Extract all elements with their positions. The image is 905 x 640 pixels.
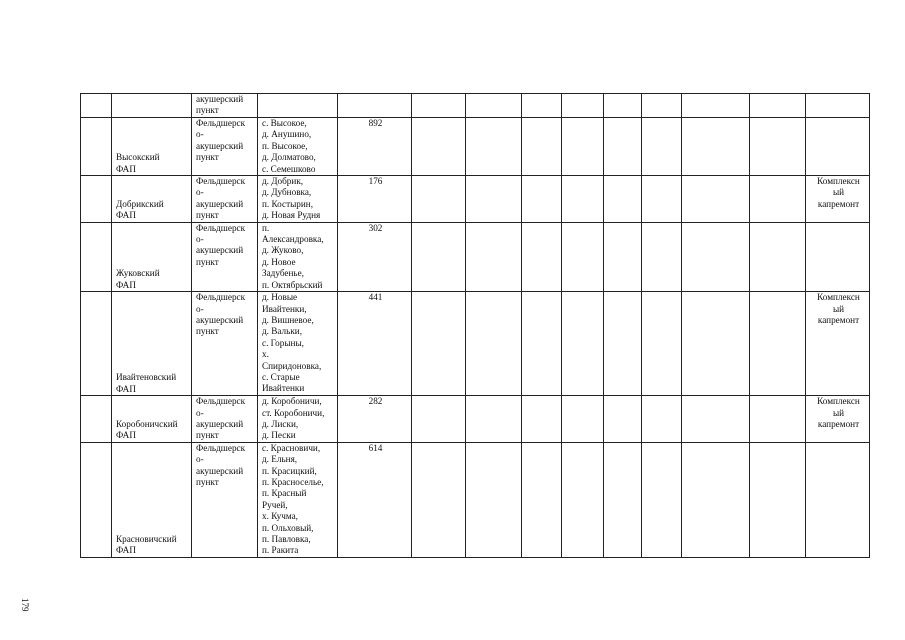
facility-type-cell: Фельдшерск о- акушерский пункт bbox=[192, 176, 258, 223]
note-cell bbox=[806, 222, 870, 291]
table-row bbox=[81, 118, 870, 176]
settlements-cell: п. Александровка, д. Жуково, д. Новое Задубенье, п. Октябрьский bbox=[258, 222, 338, 291]
population-cell: 614 bbox=[338, 442, 412, 557]
population-cell: 302 bbox=[338, 222, 412, 291]
table-row bbox=[81, 94, 870, 118]
facility-type-cell: акушерский пункт bbox=[192, 94, 258, 118]
note-cell bbox=[806, 94, 870, 118]
facility-name-cell: Ивайтеновский ФАП bbox=[112, 292, 192, 396]
table-row bbox=[81, 292, 870, 396]
facility-type-cell: Фельдшерск о- акушерский пункт bbox=[192, 222, 258, 291]
facilities-table bbox=[80, 93, 870, 558]
table-row bbox=[81, 222, 870, 291]
note-cell: Комплексн ый капремонт bbox=[806, 176, 870, 223]
table-row bbox=[81, 442, 870, 557]
population-cell bbox=[338, 94, 412, 118]
facility-type-cell: Фельдшерск о- акушерский пункт bbox=[192, 118, 258, 176]
note-cell: Комплексн ый капремонт bbox=[806, 292, 870, 396]
settlements-cell: д. Добрик, д. Дубновка, п. Костырин, д. Новая Рудня bbox=[258, 176, 338, 223]
population-cell: 282 bbox=[338, 396, 412, 443]
facility-name-cell: Жуковский ФАП bbox=[112, 222, 192, 291]
facility-name-cell: Красновичский ФАП bbox=[112, 442, 192, 557]
facility-name-cell: Добрикский ФАП bbox=[112, 176, 192, 223]
population-cell: 176 bbox=[338, 176, 412, 223]
page-number: 179 bbox=[20, 598, 30, 612]
settlements-cell: с. Красновичи, д. Ельня, п. Красицкий, п. Красноселье, п. Красный Ручей, х. Кучма, п. Ольховый, п. Павловка, п. Ракита bbox=[258, 442, 338, 557]
facility-name-cell: Коробоничский ФАП bbox=[112, 396, 192, 443]
population-cell: 892 bbox=[338, 118, 412, 176]
note-cell: Комплексн ый капремонт bbox=[806, 396, 870, 443]
table-row bbox=[81, 176, 870, 223]
table-row bbox=[81, 396, 870, 443]
settlements-cell: с. Высокое, д. Анушино, п. Высокое, д. Долматово, с. Семешково bbox=[258, 118, 338, 176]
facility-type-cell: Фельдшерск о- акушерский пункт bbox=[192, 396, 258, 443]
settlements-cell: д. Новые Ивайтенки, д. Вишневое, д. Вальки, с. Горыны, х. Спиридоновка, с. Старые Ивайтенки bbox=[258, 292, 338, 396]
facility-type-cell: Фельдшерск о- акушерский пункт bbox=[192, 292, 258, 396]
facility-name-cell: Высокский ФАП bbox=[112, 118, 192, 176]
note-cell bbox=[806, 118, 870, 176]
population-cell: 441 bbox=[338, 292, 412, 396]
facility-name-cell bbox=[112, 94, 192, 118]
settlements-cell: д. Коробоничи, ст. Коробоничи, д. Лиски, д. Пески bbox=[258, 396, 338, 443]
facility-type-cell: Фельдшерск о- акушерский пункт bbox=[192, 442, 258, 557]
note-cell bbox=[806, 442, 870, 557]
settlements-cell bbox=[258, 94, 338, 118]
